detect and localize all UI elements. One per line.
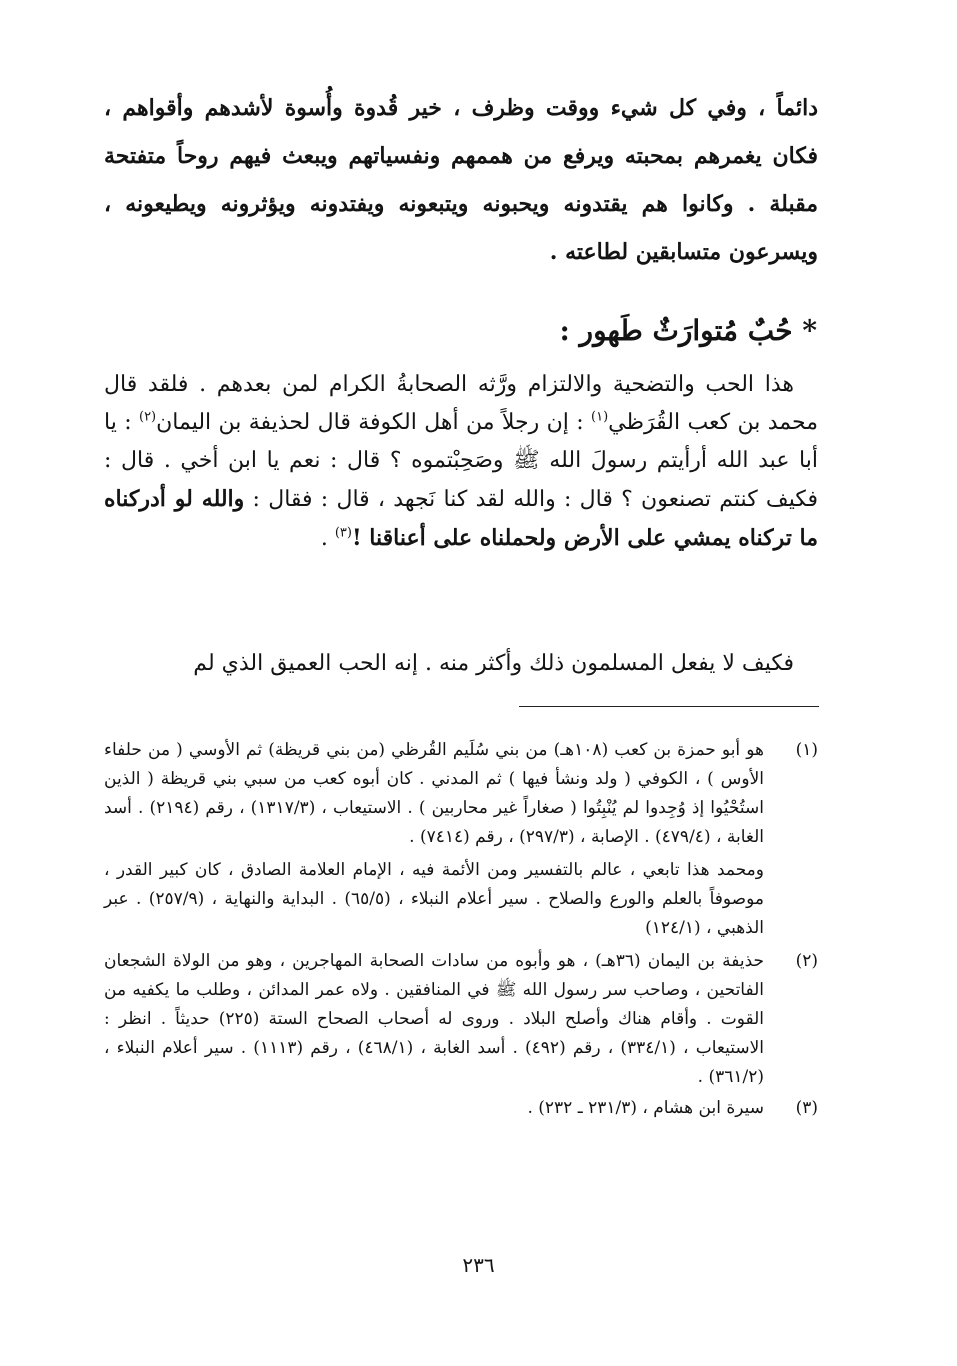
footnote-number: (٣): [795, 1098, 818, 1118]
page-number: ٢٣٦: [462, 1253, 495, 1277]
main-text-end: .: [320, 526, 335, 551]
footnotes: [104, 736, 818, 1125]
footnote-1-text: هو أبو حمزة بن كعب (١٠٨هـ) من بني سُلَيم القُرظي (من بني قريظة) ثم الأوسي ( من حلفاء الأوس ) ، الكوفي ( ولد ونشأ فيها ) ثم المدني . كان أبوه كعب من سبي بني قريظة ( الذين استُحْيُوا إذ وُجِدوا لم يُنْبِتُوا ( صغاراً غير محاربين ) . الاستيعاب ، (١٣١٧/٣) ، رقم (٢١٩٤) . أسد الغابة ، (٤٧٩/٤) . الإصابة ، (٢٩٧/٣) ، رقم (٧٤١٤) .: [104, 740, 764, 847]
footnote-2: [104, 947, 818, 1092]
main-paragraph: [104, 366, 818, 558]
main-text-part-2: : إن رجلاً من أهل الكوفة قال لحذيفة بن اليمان: [156, 410, 591, 435]
opening-paragraph: دائماً ، وفي كل شيء ووقت وظرف ، خير قُدوة وأُسوة لأشدهم وأقواهم ، فكان يغمرهم بمحبته ويرفع من هممهم ونفسياتهم ويبعث فيهم روحاً متفتحة مقبلة . وكانوا هم يقتدونه ويحبونه ويتبعونه ويفتدونه ويؤثرونه ويطيعونه ، ويسرعون متسابقين لطاعته .: [104, 95, 818, 265]
main-text-part-1: هذا الحب والتضحية والالتزام ورَّثه الصحابةُ الكرام لمن بعدهم . فلقد قال محمد بن كعب القُرَظي: [104, 372, 818, 435]
bold-quote: والله لو أدركناه ما تركناه يمشي على الأرض ولحملناه على أعناقنا !: [104, 486, 818, 551]
section-heading: * حُبٌ مُتوارَثٌ طَهور :: [559, 314, 817, 347]
closing-paragraph: [104, 644, 818, 684]
footnote-3: [104, 1094, 818, 1123]
footnote-3-text: سيرة ابن هشام ، (٢٣١/٣ ـ ٢٣٢) .: [527, 1098, 764, 1118]
footnote-divider: [519, 706, 819, 707]
main-text-part-3: : يا أبا عبد الله أرأيتم رسولَ الله ﷺ وصَحِبْتموه ؟ قال : نعم يا ابن أخي . قال : فكيف كنتم تصنعون ؟ قال : والله لقد كنا نَجهد ، قال : فقال :: [104, 410, 818, 512]
footnote-text: [104, 736, 764, 945]
footnote-ref-2[interactable]: (٢): [138, 409, 157, 425]
footnote-ref-3[interactable]: (٣): [334, 525, 352, 541]
footnote-ref-1[interactable]: (١): [591, 409, 609, 425]
footnote-number: (٢): [795, 951, 818, 971]
footnote-number: (١): [795, 740, 818, 760]
main-paragraph-text: [104, 366, 818, 558]
closing-line: فكيف لا يفعل المسلمون ذلك وأكثر منه . إنه الحب العميق الذي لم: [193, 651, 794, 676]
footnote-1-continuation: ومحمد هذا تابعي ، عالم بالتفسير ومن الأئمة فيه ، الإمام العلامة الصادق ، كان كبير القدر ، موصوفاً بالعلم والورع والصلاح . سير أعلام النبلاء ، (٦٥/٥) . البداية والنهاية ، (٢٥٧/٩) . عبر الذهبي ، (١٢٤/١): [104, 860, 764, 938]
footnote-1: [104, 736, 818, 945]
footnote-2-text: حذيفة بن اليمان (٣٦هـ) ، هو وأبوه من سادات الصحابة المهاجرين ، وهو من الولاة الشجعان الفاتحين ، وصاحب سر رسول الله ﷺ في المنافقين . ولاه عمر المدائن ، وطلب ما يكفيه من القوت . وأقام هناك وأصلح البلاد . وروى له أصحاب الصحاح الستة (٢٢٥) حديثاً . انظر : الاستيعاب ، (٣٣٤/١) ، رقم (٤٩٢) . أسد الغابة ، (٤٦٨/١) ، رقم (١١١٣) . سير أعلام النبلاء ، (٣٦١/٢) .: [104, 951, 765, 1087]
